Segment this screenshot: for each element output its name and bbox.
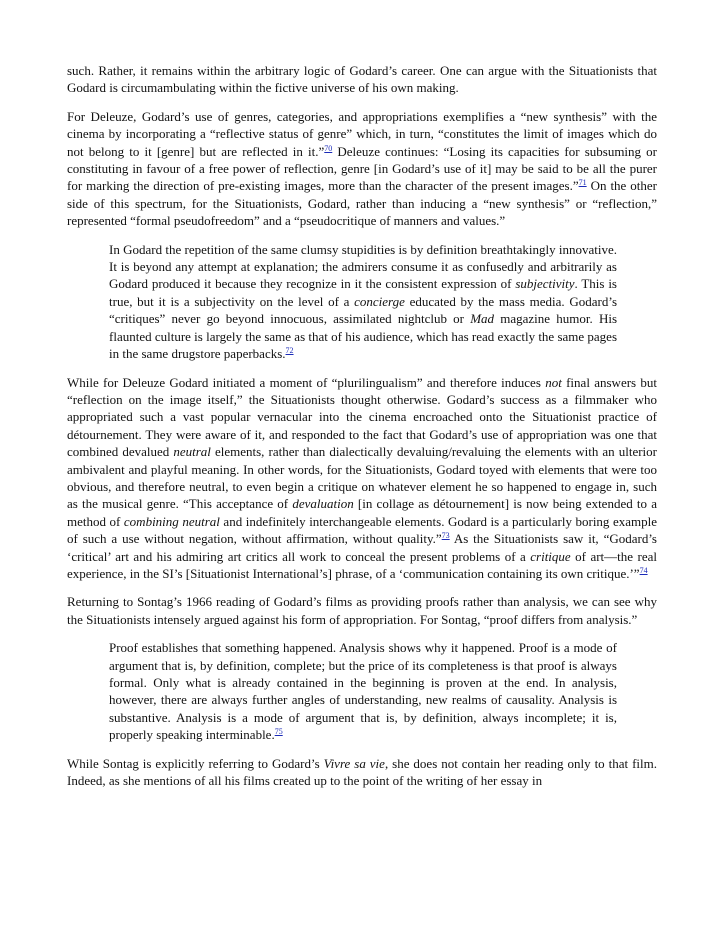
paragraph-3-text: [in collage as détournement] is now being extended to a method of — [67, 496, 657, 529]
paragraph-2-text: On the other side of this spectrum, for the Situationists, Godard, rather than inducing a “new synthesis” or “reflection,” represented “formal pseudofreedom” and a “pseudocritique of manners and values.” — [67, 178, 657, 229]
quote-text: . This is true, but it is a subjectivity on the level of a — [109, 276, 617, 309]
footnote-ref-73[interactable]: 73 — [441, 531, 450, 541]
paragraph-3-emphasis: not — [545, 374, 562, 390]
paragraph-3-text: While for Deleuze Godard initiated a moment of “plurilingualism” and therefore induces — [67, 374, 546, 390]
paragraph-3-text: elements, rather than dialectically devaluing/revaluing the elements with an ulterior ambivalent and playful meaning. In other words, for the Situationists, Godard toyed with elements that were too obvious, and therefore neutral, to even begin a critique on whatever element he so happened to engage in, such as the musical genre. “This acceptance of — [67, 444, 658, 512]
paragraph-3-emphasis: devaluation — [292, 496, 354, 512]
footnote-ref-70[interactable]: 70 — [324, 143, 333, 153]
paragraph-3-emphasis: neutral — [173, 444, 211, 460]
block-quote-1 — [67, 241, 657, 363]
paragraph-3-text: As the Situationists saw it, “Godard’s ‘critical’ art and his admiring art critics all work to conceal the present problems of a — [67, 531, 657, 564]
paragraph-3 — [67, 374, 657, 583]
paragraph-3-emphasis: combining neutral — [123, 513, 220, 529]
quote-text: In Godard the repetition of the same clumsy stupidities is by definition breathtakingly innovative. It is beyond any attempt at explanation; the admirers consume it as confusedly and arbitrarily as Godard produced it because they recognize in it the consistent expression of — [109, 241, 617, 292]
paragraph-3-text: final answers but “reflection on the image itself,” the Situationists thought otherwise. Godard’s success as a filmmaker who appropriated such a vast popular vernacular into the cinema encroached onto the Situationist practice of détournement. They were aware of it, and responded to the fact that Godard’s use of appropriation was one that combined devalued — [67, 374, 658, 460]
quote-emphasis: concierge — [354, 293, 405, 309]
paragraph-3-text: and indefinitely interchangeable elements. Godard is a particularly boring example of such a use without negation, without affirmation, without quality.” — [67, 513, 658, 547]
quote-text: educated by the mass media. Godard’s “critiques” never go beyond innocuous, assimilated nightclub or — [109, 293, 618, 327]
document-page — [67, 62, 657, 800]
paragraph-2-text: For Deleuze, Godard’s use of genres, categories, and appropriations exemplifies a “new synthesis” with the cinema by incorporating a “reflective status of genre” which, in turn, “constitutes the limit of images which do not belong to it [genre] but are reflected in it.” — [67, 108, 657, 159]
block-quote-2 — [67, 639, 657, 743]
quote-emphasis: Mad — [470, 311, 495, 327]
footnote-ref-72[interactable]: 72 — [285, 346, 294, 356]
paragraph-5 — [67, 755, 657, 790]
paragraph-1 — [67, 62, 657, 97]
paragraph-2-text: Deleuze continues: “Losing its capacities for subsuming or constituting in favour of a free power of reflection, genre [in Godard’s use of it] may be said to be all the purer for marking the direction of pre-existing images, more than the character of the present images.” — [67, 143, 657, 194]
footnote-ref-74[interactable]: 74 — [639, 565, 648, 575]
quote-emphasis: subjectivity — [515, 276, 575, 292]
paragraph-5-text: , she does not contain her reading only to that film. Indeed, as she mentions of all his films created up to the point of the writing of her essay in — [67, 755, 658, 789]
paragraph-4-text: Returning to Sontag’s 1966 reading of Godard’s films as providing proofs rather than analysis, we can see why the Situationists intensely argued against his form of appropriation. For Sontag, “proof differs from analysis.” — [67, 594, 657, 627]
quote-text: magazine humor. His flaunted culture is largely the same as that of his audience, which has read exactly the same pages in the same drugstore paperbacks. — [109, 311, 618, 362]
footnote-ref-75[interactable]: 75 — [274, 727, 283, 737]
paragraph-3-emphasis: critique — [530, 548, 571, 564]
footnote-ref-71[interactable]: 71 — [578, 178, 587, 188]
paragraph-5-emphasis: Vivre sa vie — [323, 755, 385, 771]
paragraph-3-text: of art—the real experience, in the SI’s [Situationist International’s] phrase, of a ‘communication containing its own critique.’” — [67, 548, 657, 581]
paragraph-2 — [67, 108, 657, 230]
quote-text: Proof establishes that something happened. Analysis shows why it happened. Proof is a mode of argument that is, by definition, complete; but the price of its completeness is that proof is always formal. Only what is already contained in the beginning is proven at the end. In analysis, however, there are always further angles of understanding, new realms of causality. Analysis is substantive. Analysis is a mode of argument that is, by definition, always incomplete; it is, properly speaking interminable. — [109, 640, 617, 743]
paragraph-5-text: While Sontag is explicitly referring to Godard’s — [67, 755, 324, 771]
paragraph-4 — [67, 593, 657, 628]
paragraph-1-text: such. Rather, it remains within the arbitrary logic of Godard’s career. One can argue with the Situationists that Godard is circumambulating within the fictive universe of his own making. — [67, 63, 657, 96]
